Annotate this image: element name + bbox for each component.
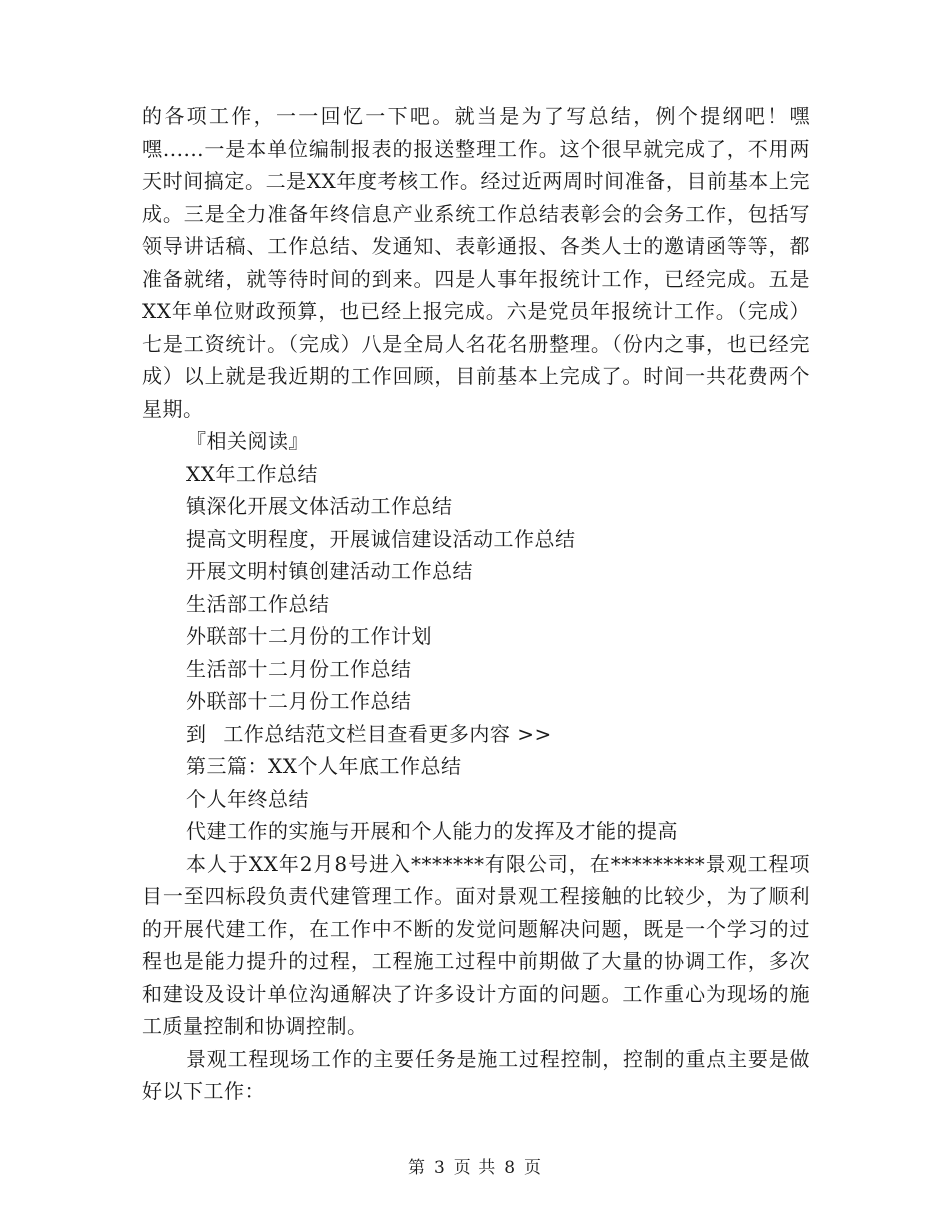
related-item[interactable]: 提高文明程度，开展诚信建设活动工作总结	[186, 526, 576, 551]
topic-line: 代建工作的实施与开展和个人能力的发挥及才能的提高	[186, 819, 678, 843]
paragraph-work-review: 的各项工作，一一回忆一下吧。就当是为了写总结，例个提纲吧！嘿嘿......一是本单位编制报表的报送整理工作。这个很早就完成了，不用两天时间搞定。二是XX年度考核工作。经过近两周时间准备，目前基本上完成。三是全力准备年终信息产业系统工作总结表彰会的会务工作，包括写领导讲话稿、工作总结、发通知、表彰通报、各类人士的邀请函等等，都准备就绪，就等待时间的到来。四是人事年报统计工作，已经完成。五是XX年单位财政预算，也已经上报完成。六是党员年报统计工作。（完成）七是工资统计。（完成）八是全局人名花名册整理。（份内之事，也已经完成）以上就是我近期的工作回顾，目前基本上完成了。时间一共花费两个星期。	[142, 104, 810, 421]
footer-current-page: 3	[433, 1158, 446, 1178]
footer-total-pages: 8	[504, 1158, 517, 1178]
related-item[interactable]: 镇深化开展文体活动工作总结	[186, 494, 453, 518]
footer-prefix: 第	[407, 1158, 426, 1178]
related-item[interactable]: 开展文明村镇创建活动工作总结	[186, 559, 473, 583]
more-link-column[interactable]: 工作总结范文栏目查看更多内容	[223, 721, 511, 746]
more-content-link[interactable]	[142, 718, 810, 751]
related-item[interactable]: XX年工作总结	[186, 461, 318, 486]
section-title: 第三篇：XX个人年底工作总结	[186, 754, 462, 778]
paragraph-personal-summary: 本人于XX年2月8号进入*******有限公司，在*********景观工程项目一至四标段负责代建管理工作。面对景观工程接触的比较少，为了顺利的开展代建工作，在工作中不断的发觉问题解决问题，既是一个学习的过程也是能力提升的过程，工程施工过程中前期做了大量的协调工作，多次和建设及设计单位沟通解决了许多设计方面的问题。工作重心为现场的施工质量控制和协调控制。	[142, 851, 810, 1038]
sub-title: 个人年终总结	[186, 786, 309, 811]
related-item[interactable]: 外联部十二月份工作总结	[186, 689, 412, 713]
page-footer	[0, 1153, 950, 1178]
related-item[interactable]: 生活部工作总结	[186, 591, 330, 616]
related-item[interactable]: 生活部十二月份工作总结	[186, 656, 412, 681]
footer-suffix: 页	[524, 1158, 543, 1178]
more-link-prefix: 到	[186, 721, 207, 746]
related-item[interactable]: 外联部十二月份的工作计划	[186, 624, 432, 648]
footer-middle: 页 共	[453, 1158, 497, 1178]
more-link-arrow[interactable]: >>	[517, 721, 552, 746]
paragraph-site-work: 景观工程现场工作的主要任务是施工过程控制，控制的重点主要是做好以下工作：	[142, 1046, 810, 1103]
related-reading-heading: 『相关阅读』	[186, 429, 309, 453]
document-body	[142, 100, 810, 1108]
